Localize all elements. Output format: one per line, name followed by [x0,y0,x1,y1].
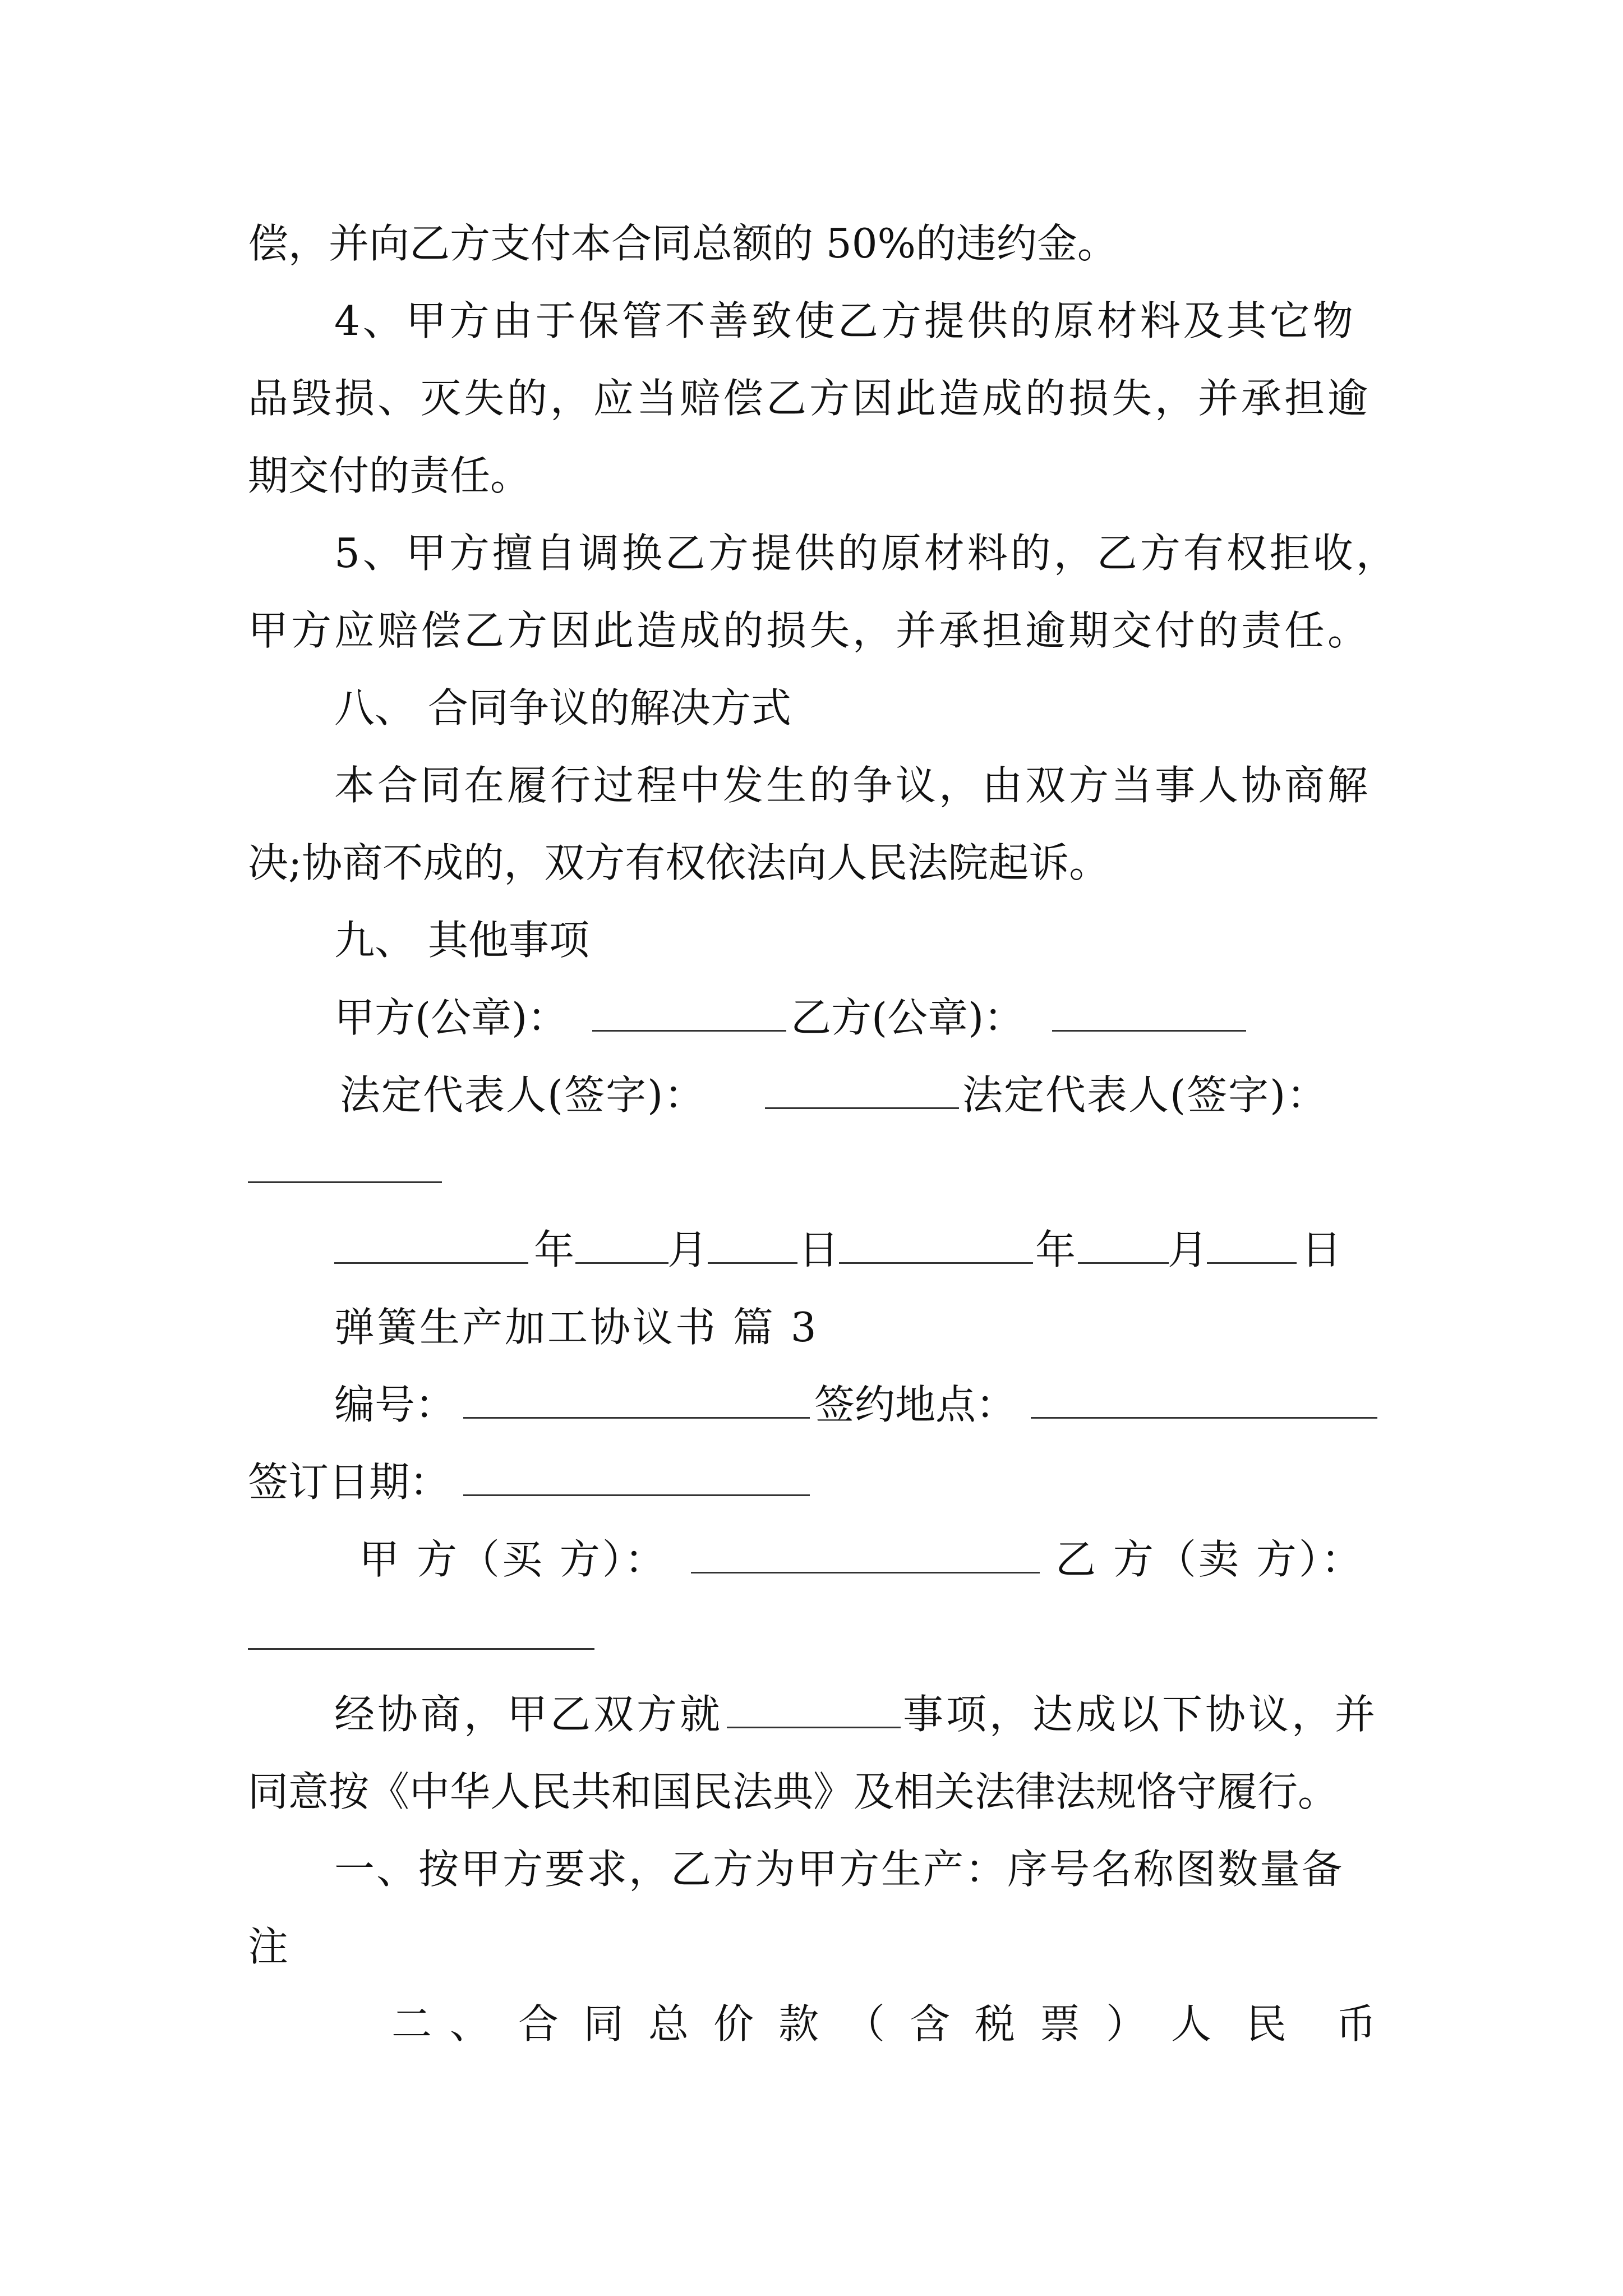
seller-blank [248,1648,594,1650]
seller-label: 乙 方（卖 方）： [1055,1536,1364,1583]
legal-rep-b-label: 法定代表人(签字)： [962,1071,1329,1119]
number-label: 编号： [334,1381,456,1428]
party-a-seal-blank [592,1030,786,1032]
section-heading: 八、 合同争议的解决方式 [334,684,791,731]
total-price-char: （ [845,2000,886,2047]
date-a-month-blank [575,1262,668,1264]
legal-rep-b-blank [248,1181,442,1183]
date-a-day-label: 日 [799,1226,840,1273]
body-line: 决;协商不成的，双方有权依法向人民法院起诉。 [248,839,1110,886]
date-a-year-label: 年 [534,1226,575,1273]
date-b-month-blank [1078,1262,1169,1264]
body-line: 注 [248,1923,289,1970]
body-line: 甲方应赔偿乙方因此造成的损失，并承担逾期交付的责任。 [248,607,1371,654]
buyer-blank [691,1572,1040,1573]
body-line: 偿，并向乙方支付本合同总额的 50%的违约金。 [248,220,1118,267]
number-blank [463,1417,810,1419]
body-line: 同意按《中华人民共和国民法典》及相关法律法规恪守履行。 [248,1768,1339,1815]
body-line: 5、甲方擅自调换乙方提供的原材料的，乙方有权拒收， [334,530,1399,577]
total-price-char: 、 [450,2000,491,2047]
buyer-label: 甲 方（买 方）： [359,1536,667,1583]
date-blank [463,1494,810,1496]
total-price-char: 同 [583,2000,624,2047]
date-label: 签订日期： [248,1458,450,1506]
legal-rep-a-blank [765,1107,959,1109]
total-price-char: 人 [1171,2000,1212,2047]
agreement-text-a: 经协商，甲乙双方就 [334,1691,723,1738]
date-b-day-label: 日 [1301,1226,1342,1273]
date-a-day-blank [708,1262,797,1264]
body-line: 本合同在履行过程中发生的争议，由双方当事人协商解 [334,762,1371,809]
date-b-month-label: 月 [1168,1226,1209,1273]
place-blank [1031,1417,1377,1419]
section-heading: 九、 其他事项 [334,917,589,964]
agreement-text-b: 事项，达成以下协议，并 [903,1691,1378,1738]
body-line: 品毁损、灭失的，应当赔偿乙方因此造成的损失，并承担逾 [248,375,1371,422]
body-line: 期交付的责任。 [248,452,531,499]
legal-rep-a-label: 法定代表人(签字)： [340,1071,706,1119]
total-price-char: 含 [910,2000,951,2047]
total-price-char: ） [1106,2000,1147,2047]
section-title: 弹簧生产加工协议书 篇 3 [334,1304,819,1351]
body-line: 一、按甲方要求，乙方为甲方生产：序号名称图数量备 [334,1846,1344,1893]
total-price-char: 二 [391,2000,432,2047]
total-price-char: 合 [518,2000,559,2047]
place-label: 签约地点： [814,1381,1017,1428]
total-price-char: 税 [975,2000,1016,2047]
date-b-year-label: 年 [1035,1226,1076,1273]
date-a-year-blank [334,1262,528,1264]
date-a-month-label: 月 [667,1226,708,1273]
total-price-char: 币 [1336,2000,1377,2047]
total-price-char: 票 [1040,2000,1081,2047]
party-a-seal-label: 甲方(公章)： [334,994,568,1041]
total-price-char: 款 [778,2000,819,2047]
date-b-year-blank [839,1262,1033,1264]
total-price-char: 民 [1246,2000,1287,2047]
party-b-seal-blank [1052,1030,1246,1032]
party-b-seal-label: 乙方(公章)： [791,994,1025,1041]
total-price-char: 总 [648,2000,689,2047]
date-b-day-blank [1207,1262,1297,1264]
body-line: 4、甲方由于保管不善致使乙方提供的原材料及其它物 [334,297,1356,344]
matter-blank [727,1727,901,1728]
total-price-char: 价 [713,2000,754,2047]
